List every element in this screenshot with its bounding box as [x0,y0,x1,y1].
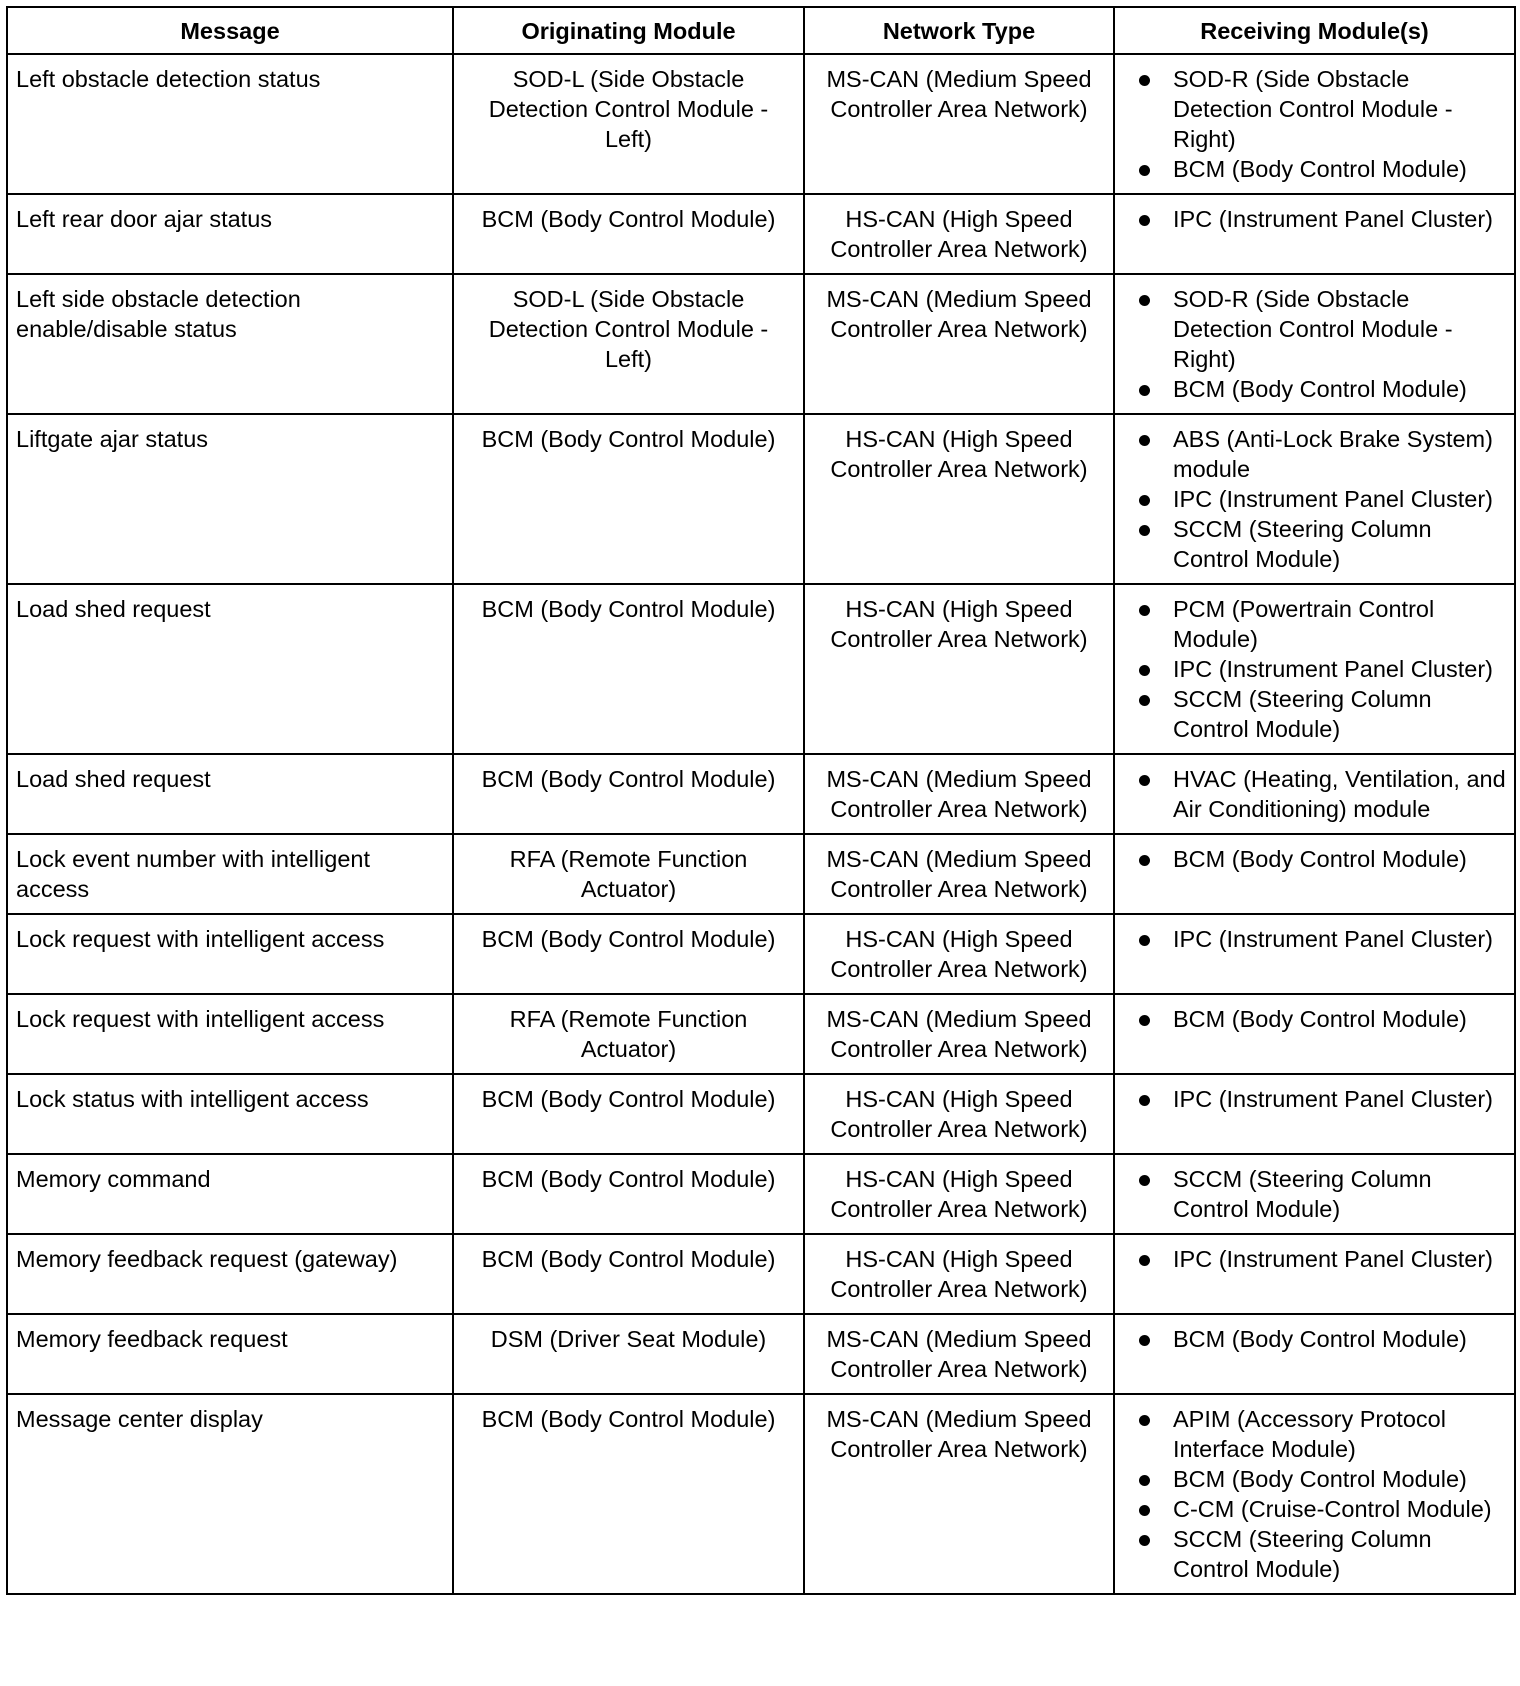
originating-module-cell: BCM (Body Control Module) [453,754,804,834]
originating-module-cell: RFA (Remote Function Actuator) [453,834,804,914]
receiving-module-label: SCCM (Steering Column Control Module) [1173,1526,1432,1582]
message-cell: Left side obstacle detection enable/disable status [7,274,453,414]
receiving-modules-cell [1114,834,1515,914]
receiving-module-list [1135,1164,1508,1224]
list-item [1135,514,1508,574]
header-network-type: Network Type [804,7,1114,54]
list-item [1135,844,1508,874]
bullet-icon [1139,385,1150,396]
bullet-icon [1139,435,1150,446]
receiving-module-label: SOD-R (Side Obstacle Detection Control Module - Right) [1173,66,1453,152]
list-item [1135,1464,1508,1494]
table-body [7,54,1515,1594]
receiving-modules-cell [1114,194,1515,274]
receiving-modules-cell [1114,914,1515,994]
network-type-cell: MS-CAN (Medium Speed Controller Area Network) [804,54,1114,194]
receiving-module-label: BCM (Body Control Module) [1173,1466,1467,1492]
network-type-cell: HS-CAN (High Speed Controller Area Network) [804,1074,1114,1154]
originating-module-cell: BCM (Body Control Module) [453,1074,804,1154]
originating-module-cell: DSM (Driver Seat Module) [453,1314,804,1394]
originating-module-cell: BCM (Body Control Module) [453,414,804,584]
list-item [1135,1324,1508,1354]
list-item [1135,1524,1508,1584]
bullet-icon [1139,775,1150,786]
table-row [7,914,1515,994]
receiving-modules-cell [1114,1394,1515,1594]
receiving-module-label: SCCM (Steering Column Control Module) [1173,1166,1432,1222]
message-cell: Lock event number with intelligent access [7,834,453,914]
list-item [1135,154,1508,184]
receiving-module-label: IPC (Instrument Panel Cluster) [1173,206,1493,232]
receiving-modules-cell [1114,584,1515,754]
receiving-module-list [1135,924,1508,954]
message-cell: Load shed request [7,584,453,754]
network-message-table [6,6,1516,1595]
bullet-icon [1139,1015,1150,1026]
receiving-module-label: BCM (Body Control Module) [1173,846,1467,872]
list-item [1135,284,1508,374]
bullet-icon [1139,1505,1150,1516]
receiving-module-list [1135,764,1508,824]
bullet-icon [1139,75,1150,86]
receiving-module-list [1135,594,1508,744]
table-row [7,994,1515,1074]
bullet-icon [1139,495,1150,506]
receiving-module-label: BCM (Body Control Module) [1173,1006,1467,1032]
header-originating-module: Originating Module [453,7,804,54]
receiving-modules-cell [1114,754,1515,834]
receiving-module-list [1135,1244,1508,1274]
receiving-module-list [1135,204,1508,234]
list-item [1135,764,1508,824]
bullet-icon [1139,935,1150,946]
table-row [7,1154,1515,1234]
originating-module-cell: BCM (Body Control Module) [453,194,804,274]
originating-module-cell: BCM (Body Control Module) [453,584,804,754]
message-cell: Left rear door ajar status [7,194,453,274]
list-item [1135,424,1508,484]
table-row [7,754,1515,834]
list-item [1135,654,1508,684]
bullet-icon [1139,1415,1150,1426]
originating-module-cell: SOD-L (Side Obstacle Detection Control Module - Left) [453,54,804,194]
network-type-cell: HS-CAN (High Speed Controller Area Network) [804,584,1114,754]
receiving-module-label: SOD-R (Side Obstacle Detection Control Module - Right) [1173,286,1453,372]
list-item [1135,594,1508,654]
table-header [7,7,1515,54]
network-type-cell: HS-CAN (High Speed Controller Area Network) [804,414,1114,584]
list-item [1135,1494,1508,1524]
bullet-icon [1139,1475,1150,1486]
receiving-modules-cell [1114,1154,1515,1234]
message-cell: Memory feedback request (gateway) [7,1234,453,1314]
network-type-cell: HS-CAN (High Speed Controller Area Network) [804,194,1114,274]
receiving-module-list [1135,284,1508,404]
bullet-icon [1139,855,1150,866]
network-type-cell: MS-CAN (Medium Speed Controller Area Network) [804,994,1114,1074]
receiving-module-label: IPC (Instrument Panel Cluster) [1173,926,1493,952]
originating-module-cell: BCM (Body Control Module) [453,1154,804,1234]
table-row [7,584,1515,754]
bullet-icon [1139,1535,1150,1546]
receiving-modules-cell [1114,994,1515,1074]
receiving-module-list [1135,64,1508,184]
table-row [7,194,1515,274]
table-row [7,1314,1515,1394]
receiving-module-label: C-CM (Cruise-Control Module) [1173,1496,1492,1522]
originating-module-cell: BCM (Body Control Module) [453,1234,804,1314]
receiving-modules-cell [1114,1314,1515,1394]
receiving-module-label: IPC (Instrument Panel Cluster) [1173,1086,1493,1112]
receiving-module-label: SCCM (Steering Column Control Module) [1173,686,1432,742]
list-item [1135,374,1508,404]
bullet-icon [1139,1255,1150,1266]
receiving-module-label: BCM (Body Control Module) [1173,1326,1467,1352]
list-item [1135,1084,1508,1114]
list-item [1135,1164,1508,1224]
message-cell: Memory command [7,1154,453,1234]
message-cell: Lock request with intelligent access [7,994,453,1074]
bullet-icon [1139,1095,1150,1106]
list-item [1135,64,1508,154]
network-type-cell: MS-CAN (Medium Speed Controller Area Network) [804,834,1114,914]
network-type-cell: MS-CAN (Medium Speed Controller Area Network) [804,1394,1114,1594]
bullet-icon [1139,525,1150,536]
receiving-modules-cell [1114,54,1515,194]
network-type-cell: HS-CAN (High Speed Controller Area Network) [804,1234,1114,1314]
receiving-module-list [1135,1084,1508,1114]
message-cell: Lock status with intelligent access [7,1074,453,1154]
receiving-module-label: ABS (Anti-Lock Brake System) module [1173,426,1493,482]
message-cell: Load shed request [7,754,453,834]
receiving-module-label: IPC (Instrument Panel Cluster) [1173,486,1493,512]
network-type-cell: HS-CAN (High Speed Controller Area Network) [804,914,1114,994]
receiving-modules-cell [1114,274,1515,414]
receiving-module-label: HVAC (Heating, Ventilation, and Air Conditioning) module [1173,766,1506,822]
list-item [1135,924,1508,954]
originating-module-cell: BCM (Body Control Module) [453,914,804,994]
header-receiving-modules: Receiving Module(s) [1114,7,1515,54]
bullet-icon [1139,605,1150,616]
table-row [7,1234,1515,1314]
receiving-module-label: IPC (Instrument Panel Cluster) [1173,1246,1493,1272]
receiving-module-label: IPC (Instrument Panel Cluster) [1173,656,1493,682]
list-item [1135,1244,1508,1274]
message-cell: Memory feedback request [7,1314,453,1394]
header-row [7,7,1515,54]
receiving-modules-cell [1114,1074,1515,1154]
network-type-cell: HS-CAN (High Speed Controller Area Network) [804,1154,1114,1234]
receiving-modules-cell [1114,414,1515,584]
message-cell: Message center display [7,1394,453,1594]
receiving-module-list [1135,1324,1508,1354]
network-type-cell: MS-CAN (Medium Speed Controller Area Network) [804,1314,1114,1394]
originating-module-cell: RFA (Remote Function Actuator) [453,994,804,1074]
originating-module-cell: SOD-L (Side Obstacle Detection Control Module - Left) [453,274,804,414]
network-type-cell: MS-CAN (Medium Speed Controller Area Network) [804,754,1114,834]
table-row [7,1074,1515,1154]
table-row [7,54,1515,194]
receiving-modules-cell [1114,1234,1515,1314]
bullet-icon [1139,295,1150,306]
list-item [1135,684,1508,744]
list-item [1135,204,1508,234]
receiving-module-label: SCCM (Steering Column Control Module) [1173,516,1432,572]
network-type-cell: MS-CAN (Medium Speed Controller Area Network) [804,274,1114,414]
bullet-icon [1139,215,1150,226]
message-cell: Left obstacle detection status [7,54,453,194]
list-item [1135,1404,1508,1464]
receiving-module-label: APIM (Accessory Protocol Interface Module) [1173,1406,1446,1462]
receiving-module-label: BCM (Body Control Module) [1173,156,1467,182]
originating-module-cell: BCM (Body Control Module) [453,1394,804,1594]
table-row [7,834,1515,914]
receiving-module-label: PCM (Powertrain Control Module) [1173,596,1435,652]
receiving-module-label: BCM (Body Control Module) [1173,376,1467,402]
message-cell: Lock request with intelligent access [7,914,453,994]
bullet-icon [1139,165,1150,176]
message-cell: Liftgate ajar status [7,414,453,584]
bullet-icon [1139,695,1150,706]
bullet-icon [1139,1335,1150,1346]
list-item [1135,1004,1508,1034]
list-item [1135,484,1508,514]
table-row [7,274,1515,414]
table-row [7,414,1515,584]
table-row [7,1394,1515,1594]
receiving-module-list [1135,424,1508,574]
receiving-module-list [1135,844,1508,874]
receiving-module-list [1135,1004,1508,1034]
bullet-icon [1139,1175,1150,1186]
header-message: Message [7,7,453,54]
receiving-module-list [1135,1404,1508,1584]
bullet-icon [1139,665,1150,676]
